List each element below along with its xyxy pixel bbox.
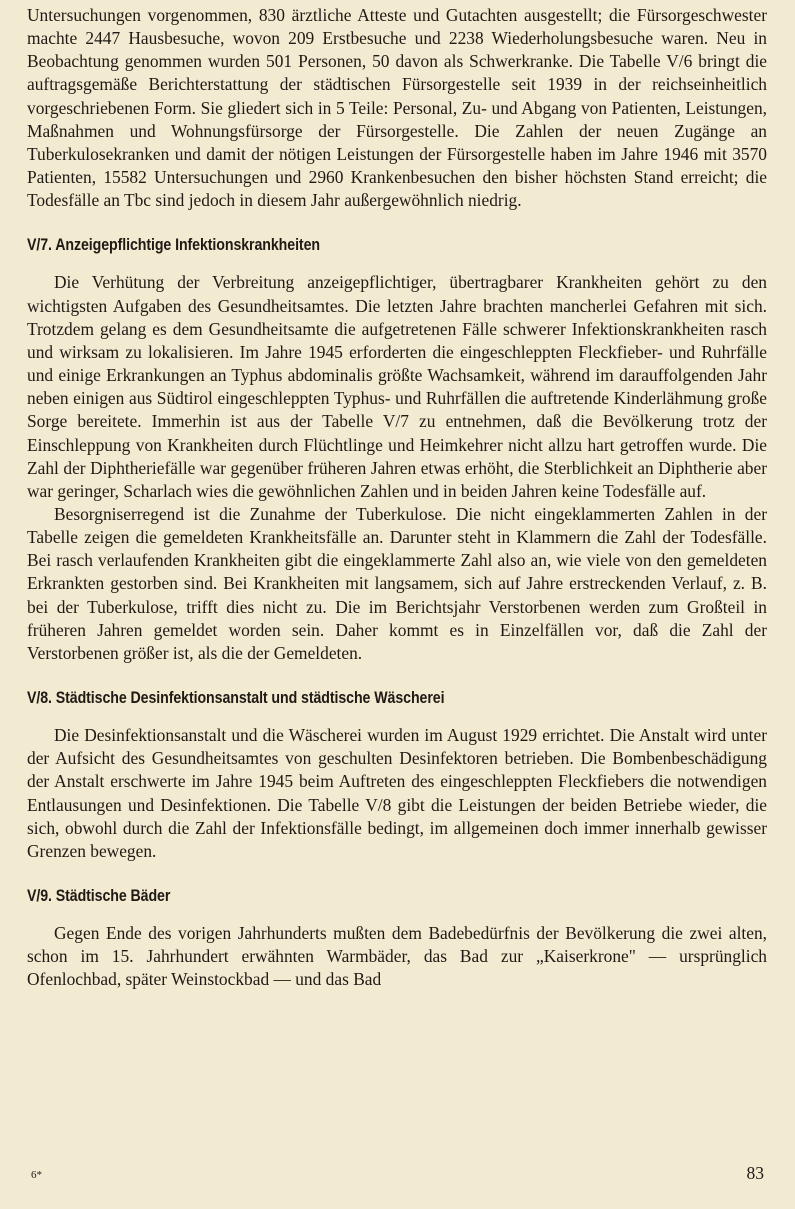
section-heading-v8: V/8. Städtische Desinfektionsanstalt und städtische Wäscherei (27, 689, 445, 708)
page-footer (0, 1163, 795, 1187)
section-heading-v9: V/9. Städtische Bäder (27, 887, 171, 905)
section-heading-v7: V/7. Anzeigepflichtige Infektionskrankheiten (27, 236, 320, 255)
v7-paragraph-2: Besorgniserregend ist die Zunahme der Tuberkulose. Die nicht eingeklammerten Zahlen in der Tabelle zeigen die gemeldeten Krankheitsfälle an. Darunter steht in Klammern die Zahl der Todesfälle. Bei rasch verlaufenden Krankheiten gibt die eingeklammerte Zahl also an, wie viele von den gemeldeten Erkrankten gestorben sind. Bei Krankheiten mit langsamem, sich auf Jahre erstreckenden Verlauf, z. B. bei der Tuberkulose, trifft dies nicht zu. Die im Berichtsjahr Verstorbenen werden zum Großteil in früheren Jahren gemeldet worden sein. Daher kommt es in Einzelfällen vor, daß die Zahl der Verstorbenen größer ist, als die der Gemeldeten. (27, 503, 767, 663)
page-number: 83 (746, 1163, 764, 1183)
signature-mark: 6* (31, 1169, 42, 1181)
v9-paragraph-1: Gegen Ende des vorigen Jahrhunderts mußten dem Badebedürfnis der Bevölkerung die zwei alten, schon im 15. Jahrhundert erwähnten Warmbäder, das Bad zur „Kaiserkrone" — ursprünglich Ofenlochbad, später Weinstockbad — und das Bad (27, 923, 767, 990)
v8-paragraph-1: Die Desinfektionsanstalt und die Wäscherei wurden im August 1929 errichtet. Die Anstalt wird unter der Aufsicht des Gesundheitsamtes von geschulten Desinfektoren betrieben. Die Bombenbeschädigung der Anstalt erschwerte im Jahre 1945 beim Auftreten des eingeschleppten Fleckfiebers die notwendigen Entlausungen und Desinfektionen. Die Tabelle V/8 gibt die Leistungen der beiden Betriebe wieder, die sich, obwohl durch die Zahl der Infektionsfälle bedingt, im allgemeinen doch immer innerhalb gewisser Grenzen bewegen. (27, 725, 767, 861)
v7-paragraph-1: Die Verhütung der Verbreitung anzeigepflichtiger, übertragbarer Krankheiten gehört zu den wichtigsten Aufgaben des Gesundheitsamtes. Die letzten Jahre brachten mancherlei Gefahren mit sich. Trotzdem gelang es dem Gesundheitsamte die aufgetretenen Fälle schwerer Infektionskrankheiten rasch und wirksam zu lokalisieren. Im Jahre 1945 erforderten die eingeschleppten Fleckfieber- und Ruhrfälle und einige Erkrankungen an Typhus abdominalis größte Wachsamkeit, während im darauffolgenden Jahr neben einigen aus Südtirol eingeschleppten Typhus- und Ruhrfällen die auftretende Kinderlähmung große Sorge bereitete. Immerhin ist aus der Tabelle V/7 zu entnehmen, daß die Bevölkerung trotz der Einschleppung von Krankheiten durch Flüchtlinge und Heimkehrer nicht allzu hart getroffen wurde. Die Zahl der Diphtheriefälle war gegenüber früheren Jahren etwas erhöht, die Sterblichkeit an Diphtherie aber war geringer, Scharlach wies die gewöhnlichen Zahlen und in beiden Jahren keine Todesfälle auf. (27, 272, 767, 501)
intro-paragraph: Untersuchungen vorgenommen, 830 ärztliche Atteste und Gutachten ausgestellt; die Fürsorgeschwester machte 2447 Hausbesuche, wovon 209 Erstbesuche und 2238 Wiederholungsbesuche waren. Neu in Beobachtung genommen wurden 501 Personen, 50 davon als Schwerkranke. Die Tabelle V/6 bringt die auftragsgemäße Berichterstattung der städtischen Fürsorgestelle seit 1939 in der reichseinheitlich vorgeschriebenen Form. Sie gliedert sich in 5 Teile: Personal, Zu- und Abgang von Patienten, Leistungen, Maßnahmen und Wohnungsfürsorge der Fürsorgestelle. Die Zahlen der neuen Zugänge an Tuberkulosekranken und damit der nötigen Leistungen der Fürsorgestelle haben im Jahre 1946 mit 3570 Patienten, 15582 Untersuchungen und 2960 Krankenbesuchen den bisher höchsten Stand erreicht; die Todesfälle an Tbc sind jedoch in diesem Jahr außergewöhnlich niedrig. (27, 5, 767, 211)
